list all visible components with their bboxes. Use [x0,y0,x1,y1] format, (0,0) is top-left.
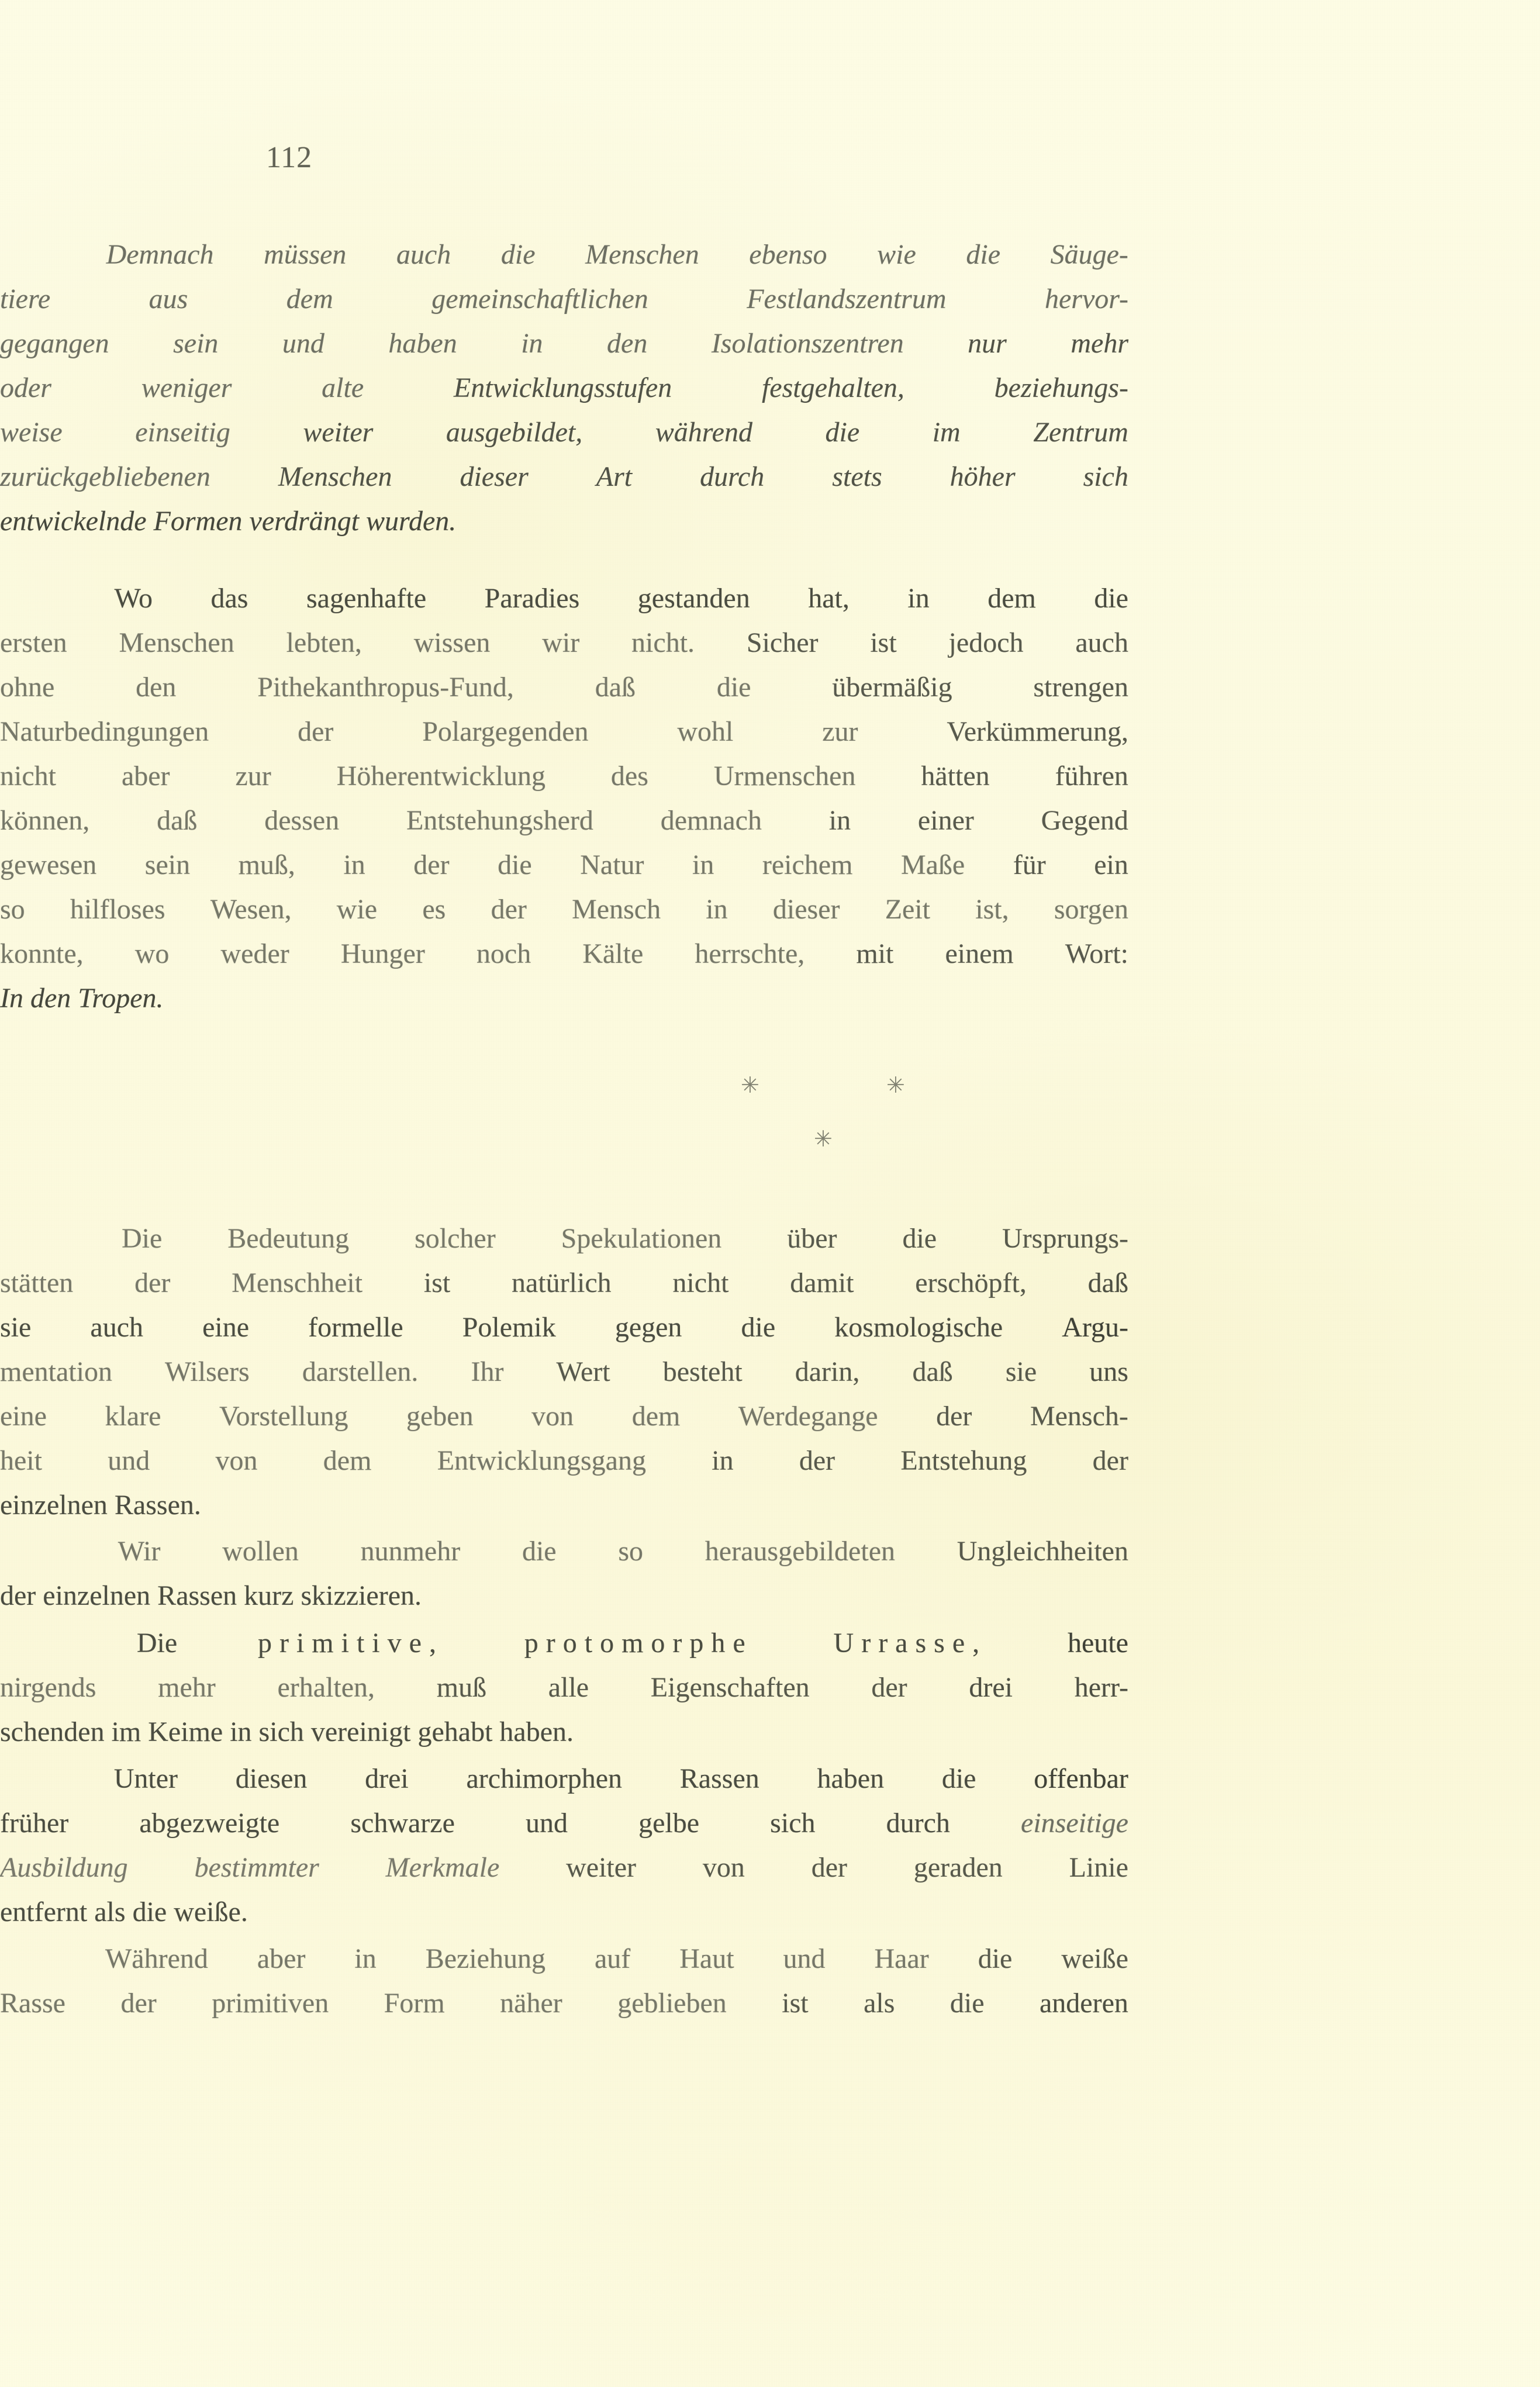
word: die [902,1223,937,1254]
word: einer [917,805,974,836]
body-line-p5-2 [0,1809,1128,1837]
word: über [787,1223,837,1254]
body-line-p1-1 [0,585,1128,613]
word: weise [0,417,63,448]
word: es [422,894,446,925]
word: Polemik [462,1312,556,1343]
word: aus [149,284,188,315]
italic-line-2 [0,285,1128,313]
word: Mensch [572,894,661,925]
word: in [712,1445,734,1476]
word: sein [144,849,191,880]
body-line-p4-1 [0,1629,1128,1657]
word: muß [436,1672,487,1703]
word: nur [968,328,1007,359]
word: Hunger [340,938,425,969]
word: Wert [556,1356,610,1387]
word: noch [476,938,531,969]
word: die [500,239,536,270]
word: gelbe [638,1808,700,1839]
word: heit [0,1445,42,1476]
word: müssen [264,239,347,270]
word: Ihr [471,1356,504,1387]
body-line-p1-2 [0,629,1128,657]
word: höher [949,461,1016,492]
word: Mensch- [1030,1401,1128,1432]
word: Sicher [746,627,819,658]
word: haben [817,1763,885,1794]
word: und [783,1943,826,1974]
word: Die [136,1628,178,1659]
word: demnach [660,805,762,836]
word: wohl [677,716,734,747]
word: zurückgebliebenen [0,461,210,492]
word: wie [877,239,916,270]
body-line-p1-4 [0,718,1128,746]
word: konnte, [0,938,84,969]
word: Höherentwicklung [336,761,545,792]
word: nicht [672,1267,729,1298]
word: ausgebildet, [446,417,583,448]
paragraph-indent [0,1225,56,1253]
word: die [825,417,860,448]
word: geblieben [617,1988,727,2019]
word: hat, [808,583,850,614]
word: weiße [1061,1943,1128,1974]
word: jedoch [948,627,1024,658]
word: ist, [975,894,1009,925]
word: Säuge- [1050,239,1128,270]
word: besteht [662,1356,743,1387]
word: die [498,849,532,880]
word: eine [0,1401,47,1432]
word: den [136,672,177,703]
word: anderen [1040,1988,1128,2019]
word: Wo [114,583,153,614]
word: damit [790,1267,854,1298]
paragraph-indent [0,1538,56,1566]
word: der [134,1267,171,1298]
word: die [949,1988,985,2019]
word: Werdegange [738,1401,878,1432]
word: sagenhafte [306,583,427,614]
word: und [282,328,324,359]
word: daß [912,1356,953,1387]
word: dem [323,1445,372,1476]
word: mit [856,938,894,969]
word: als [864,1988,895,2019]
word: Art [596,461,633,492]
word: Natur [580,849,644,880]
word: heute [1067,1628,1128,1659]
word: nicht [0,761,56,792]
body-line-p4-3: schenden im Keime in sich vereinigt gehabt haben. [0,1716,574,1747]
word: offenbar [1034,1763,1128,1794]
asterisk-ornament-bottom: ✳ [814,1127,833,1152]
word: uns [1089,1356,1128,1387]
word: Spekulationen [561,1223,722,1254]
word: Gegend [1041,805,1128,836]
word: mentation [0,1356,112,1387]
word: Während [105,1943,208,1974]
word: hilfloses [70,894,165,925]
word: der [413,849,450,880]
word: von [531,1401,574,1432]
word: ohne [0,672,55,703]
body-line-p2-7: einzelnen Rassen. [0,1490,201,1521]
word: Wilsers [165,1356,250,1387]
word: ebenso [749,239,827,270]
word: die [941,1763,976,1794]
word: Argu- [1062,1312,1128,1343]
word: Vorstellung [219,1401,348,1432]
word: Zeit [885,894,931,925]
body-line-p2-6 [0,1447,1128,1475]
word: gegangen [0,328,109,359]
word: von [215,1445,258,1476]
word: festgehalten, [761,372,904,403]
word: sie [0,1312,32,1343]
word: natürlich [512,1267,612,1298]
word: weiter [566,1852,637,1883]
word: dieser [460,461,529,492]
word: gegen [614,1312,682,1343]
word: schwarze [350,1808,455,1839]
word: klare [105,1401,161,1432]
word: ersten [0,627,67,658]
word: wollen [222,1536,299,1567]
word: eine [202,1312,250,1343]
word: Form [384,1988,445,2019]
word: Linie [1069,1852,1128,1883]
word: in [521,328,543,359]
word: tiere [0,284,51,315]
word: hätten [921,761,990,792]
word: formelle [308,1312,403,1343]
word: Kälte [582,938,644,969]
word: aber [257,1943,306,1974]
body-line-p5-3 [0,1854,1128,1882]
word: auch [90,1312,143,1343]
word: Haar [874,1943,929,1974]
word: wo [134,938,170,969]
word: diesen [235,1763,308,1794]
word: Eigenschaften [650,1672,810,1703]
word: die [978,1943,1013,1974]
word: gewesen [0,849,97,880]
word: sie [1005,1356,1037,1387]
word: führen [1055,761,1128,792]
body-line-p2-1 [0,1225,1128,1253]
word: wie [336,894,378,925]
word: Zentrum [1033,417,1128,448]
word: für [1013,849,1046,880]
word: dem [987,583,1036,614]
word: Verkümmerung, [947,716,1128,747]
word-letterspaced: primitive, [257,1628,444,1659]
body-line-p2-5 [0,1403,1128,1431]
word: in [354,1943,377,1974]
word: Paradies [484,583,580,614]
word: einem [945,938,1014,969]
italic-line-4 [0,374,1128,402]
word: ist [782,1988,809,2019]
word: strengen [1033,672,1128,703]
italic-line-7: entwickelnde Formen verdrängt wurden. [0,506,457,537]
word: Wir [118,1536,161,1567]
word: Unter [113,1763,178,1794]
word: Naturbedingungen [0,716,209,747]
word: näher [500,1988,562,2019]
paragraph-indent [0,585,56,613]
word: Entstehungsherd [406,805,593,836]
word: Wesen, [210,894,292,925]
paragraph-indent [0,1765,56,1793]
word: Urmenschen [713,761,856,792]
word: so [0,894,25,925]
word: daß [1087,1267,1128,1298]
word: in [343,849,365,880]
word: die [966,239,1001,270]
word: in [828,805,851,836]
word: drei [969,1672,1013,1703]
word: des [610,761,648,792]
word-italic: einseitige [1021,1808,1128,1839]
word: gestanden [637,583,750,614]
word: Wort: [1065,938,1128,969]
word: Beziehung [425,1943,545,1974]
word: Pithekanthropus-Fund, [257,672,514,703]
body-line-p5-4: entfernt als die weiße. [0,1897,248,1927]
word: zur [235,761,271,792]
word: Rassen [679,1763,759,1794]
word: Maße [900,849,965,880]
word: dem [286,284,333,315]
word: Bedeutung [227,1223,350,1254]
word: und [108,1445,150,1476]
word: der [298,716,334,747]
word: primitiven [212,1988,329,2019]
body-line-p5-1 [0,1765,1128,1793]
word: dem [631,1401,681,1432]
word-letterspaced: protomorphe [524,1628,753,1659]
word: die [1094,583,1128,614]
word: früher [0,1808,69,1839]
body-line-p6-2 [0,1989,1128,2018]
word: während [655,417,752,448]
word-italic: Merkmale [385,1852,500,1883]
italic-line-6 [0,463,1128,491]
word: Festlandszentrum [747,284,947,315]
word: solcher [415,1223,496,1254]
word: Entwicklungsstufen [453,372,672,403]
word: sich [770,1808,816,1839]
body-line-p3-2: der einzelnen Rassen kurz skizzieren. [0,1580,422,1611]
word: stätten [0,1267,74,1298]
word: weiter [303,417,374,448]
word: alte [322,372,364,403]
body-line-p1-10: In den Tropen. [0,983,164,1014]
word: lebten, [286,627,362,658]
word: reichem [762,849,853,880]
word: abgezweigte [139,1808,280,1839]
word: der [936,1401,972,1432]
word: wir [542,627,580,658]
word: erschöpft, [915,1267,1027,1298]
word: Ungleichheiten [957,1536,1128,1567]
word: Menschen [119,627,234,658]
word: die [716,672,751,703]
word: Polargegenden [422,716,589,747]
body-line-p1-5 [0,762,1128,790]
word: herr- [1074,1672,1128,1703]
word: übermäßig [832,672,952,703]
word: einseitig [135,417,230,448]
word: haben [388,328,457,359]
body-line-p3-1 [0,1538,1128,1566]
word: sorgen [1054,894,1128,925]
word: daß [157,805,198,836]
word: der [491,894,527,925]
word: Isolationszentren [711,328,904,359]
word: sein [173,328,219,359]
body-line-p1-9 [0,940,1128,968]
word: drei [365,1763,409,1794]
word: darin, [795,1356,860,1387]
word: nirgends [0,1672,96,1703]
body-line-p4-2 [0,1674,1128,1702]
word: so [618,1536,644,1567]
word: geraden [913,1852,1003,1883]
word: sich [1083,461,1128,492]
body-line-p1-6 [0,807,1128,835]
word: Demnach [106,239,214,270]
word: Rasse [0,1988,65,2019]
word: Menschen [585,239,699,270]
asterisk-ornament-left: ✳ [741,1073,759,1098]
word: daß [595,672,636,703]
word: Menschen [278,461,392,492]
word: dessen [264,805,340,836]
word: der [871,1672,907,1703]
word: stets [832,461,882,492]
word: Die [121,1223,163,1254]
word: geben [406,1401,474,1432]
word: beziehungs- [994,372,1128,403]
word: muß, [238,849,295,880]
paragraph-indent [0,1629,56,1657]
word: dieser [772,894,840,925]
word: gemeinschaftlichen [431,284,648,315]
word: ein [1094,849,1128,880]
italic-line-3 [0,330,1128,358]
word-italic: bestimmter [194,1852,319,1883]
word: der [811,1852,848,1883]
word: durch [886,1808,950,1839]
word: hervor- [1044,284,1128,315]
word: weder [220,938,289,969]
word: Entwicklungsgang [437,1445,646,1476]
word: wissen [413,627,491,658]
paragraph-indent [0,241,56,269]
word: kosmologische [834,1312,1003,1343]
page-number: 112 [266,141,313,174]
body-line-p1-7 [0,851,1128,879]
word: das [210,583,248,614]
word: aber [121,761,170,792]
word: der [120,1988,157,2019]
italic-line-5 [0,419,1128,447]
word: weniger [141,372,232,403]
word: Menschheit [232,1267,363,1298]
word: auf [594,1943,631,1974]
word: in [706,894,728,925]
body-line-p2-2 [0,1269,1128,1297]
word: darstellen. [302,1356,419,1387]
word: nicht. [631,627,695,658]
word: in [907,583,930,614]
body-line-p2-3 [0,1314,1128,1342]
word: Ursprungs- [1002,1223,1128,1254]
word: der [799,1445,835,1476]
word: und [526,1808,568,1839]
word: ist [870,627,897,658]
word: auch [1075,627,1128,658]
word: in [692,849,714,880]
word: alle [548,1672,589,1703]
word: können, [0,805,90,836]
word: der [1092,1445,1128,1476]
word: die [522,1536,557,1567]
asterisk-ornament-right: ✳ [886,1073,905,1098]
word: die [741,1312,776,1343]
word: Entstehung [900,1445,1027,1476]
italic-line-1 [0,241,1128,269]
word: ist [423,1267,451,1298]
word: oder [0,372,51,403]
body-line-p6-1 [0,1945,1128,1973]
word: herausgebildeten [705,1536,895,1567]
word: nunmehr [360,1536,461,1567]
body-line-p1-8 [0,896,1128,924]
word-letterspaced: Urrasse, [833,1628,987,1659]
word: Haut [679,1943,734,1974]
word: von [702,1852,745,1883]
word-italic: Ausbildung [0,1852,128,1883]
word: herrschte, [695,938,805,969]
body-line-p2-4 [0,1358,1128,1386]
body-line-p1-3 [0,673,1128,702]
word: mehr [158,1672,216,1703]
word: mehr [1071,328,1128,359]
word: zur [822,716,858,747]
word: archimorphen [466,1763,623,1794]
word: durch [700,461,765,492]
word: im [932,417,961,448]
paragraph-indent [0,1945,56,1973]
word: den [607,328,648,359]
word: auch [396,239,451,270]
word: erhalten, [277,1672,375,1703]
